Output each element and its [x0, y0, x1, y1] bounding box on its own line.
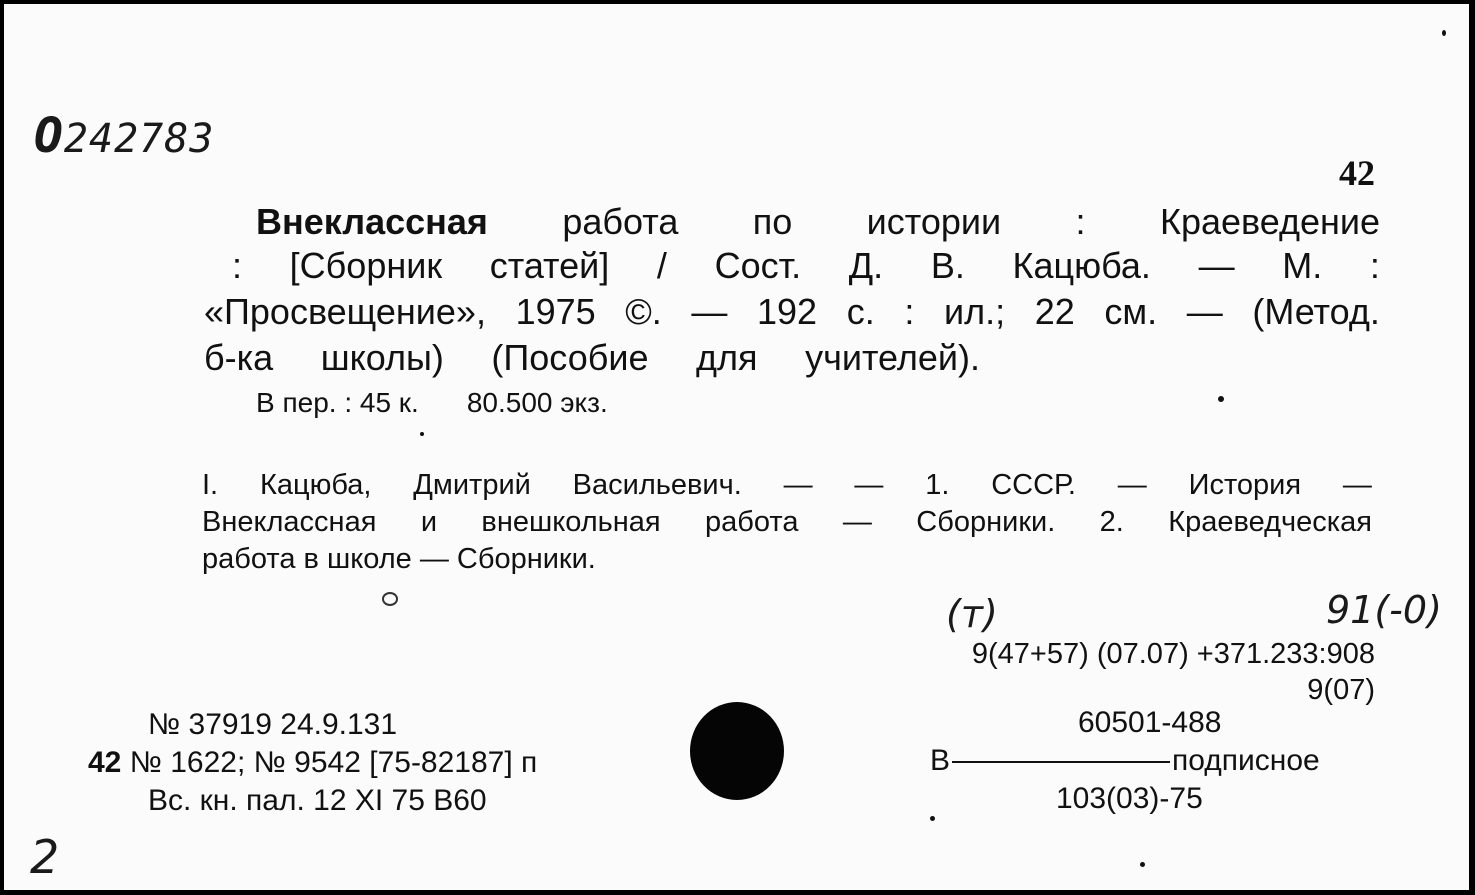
tracing-word: Внеклассная	[202, 506, 377, 538]
tracing-word: —	[842, 506, 872, 538]
description-word: —	[1186, 291, 1223, 332]
description-word: Внеклассная	[256, 201, 488, 242]
tracing-line-2	[202, 504, 1372, 541]
book-chamber-numbers: № 1622; № 9542 [75-82187] п	[129, 746, 538, 779]
description-line-3	[204, 290, 1380, 334]
tracing-line-3: работа в школе — Сборники.	[202, 543, 596, 575]
description-word: (Метод.	[1252, 291, 1380, 332]
tracing-word: История	[1188, 469, 1302, 501]
description-word: :	[1369, 245, 1380, 286]
description-line-1	[204, 200, 1380, 244]
description-word: работа	[562, 201, 679, 242]
description-word: «Просвещение»,	[204, 291, 486, 332]
tracing-word: —	[783, 469, 813, 501]
description-word: Д.	[848, 245, 884, 286]
description-word: :	[1075, 201, 1086, 242]
description-word: Сост.	[714, 245, 802, 286]
price-line	[256, 387, 608, 419]
tracing-word: 1.	[925, 469, 950, 501]
tracing-word: Дмитрий	[413, 469, 531, 501]
tracing-word: I.	[202, 469, 219, 501]
description-word: Краеведение	[1159, 201, 1380, 242]
description-word: Кацюба.	[1012, 245, 1151, 286]
handwritten-class-top: (т)	[946, 592, 998, 636]
speck	[930, 816, 935, 821]
tracing-word: —	[1342, 469, 1372, 501]
tracing-word: работа	[705, 506, 799, 538]
description-word: 1975	[515, 291, 596, 332]
description-line-4	[204, 336, 980, 380]
description-word: [Сборник	[289, 245, 443, 286]
description-word: —	[1198, 245, 1235, 286]
book-chamber-line-2	[88, 746, 537, 780]
description-word: 22	[1034, 291, 1075, 332]
book-chamber-line-3: Вс. кн. пал. 12 XI 75 В60	[148, 784, 487, 817]
tracing-word: Сборники.	[916, 506, 1056, 538]
description-word: В.	[930, 245, 965, 286]
description-word: :	[904, 291, 915, 332]
classification-sub: 9(07)	[1307, 674, 1375, 706]
speck	[1140, 862, 1145, 867]
tracing-word: СССР.	[991, 469, 1076, 501]
speck-ring	[382, 592, 398, 606]
tracing-word: —	[1117, 469, 1147, 501]
description-word: с.	[846, 291, 875, 332]
tracing-word: и	[420, 506, 438, 538]
price: В пер. : 45 к.	[256, 387, 419, 418]
tracing-word: 2.	[1099, 506, 1124, 538]
catalog-code-bottom: 103(03)-75	[1056, 782, 1203, 815]
description-word: см.	[1104, 291, 1158, 332]
book-chamber-prefix: 42	[88, 746, 122, 779]
tracing-line-1	[202, 467, 1372, 504]
description-word: б-ка	[204, 337, 274, 378]
tracing-word: внешкольная	[481, 506, 661, 538]
description-word: истории	[866, 201, 1002, 242]
description-line-2	[204, 244, 1380, 288]
accession-number	[34, 108, 214, 164]
tracings	[202, 467, 1372, 578]
description-word: /	[656, 245, 667, 286]
shelf-mark-top: 42	[1339, 153, 1375, 193]
catalog-card	[4, 4, 1469, 890]
tracing-word: Краеведческая	[1168, 506, 1372, 538]
description-word: ©.	[625, 291, 662, 332]
catalog-code-middle	[930, 744, 1370, 778]
description-word: М.	[1282, 245, 1323, 286]
description-word: статей]	[489, 245, 610, 286]
description-word: —	[691, 291, 728, 332]
speck	[420, 432, 424, 436]
speck	[1442, 30, 1446, 36]
handwritten-class-right: 91(-0)	[1326, 588, 1442, 632]
accession-prefix: О	[34, 108, 64, 164]
catalog-code-letter: В	[930, 744, 951, 777]
accession-digits: 242783	[63, 116, 215, 162]
description-word: школы)	[320, 337, 444, 378]
tracing-word: Кацюба,	[259, 469, 372, 501]
print-run: 80.500 экз.	[466, 387, 608, 418]
punch-hole	[690, 702, 784, 800]
description-word: для	[696, 337, 758, 378]
speck	[1218, 396, 1224, 402]
catalog-code-word: подписное	[1172, 744, 1320, 777]
tracing-word: Васильевич.	[572, 469, 742, 501]
description-word: (Пособие	[491, 337, 649, 378]
catalog-code-top: 60501-488	[1078, 706, 1222, 739]
catalog-code-rule	[952, 761, 1170, 763]
book-chamber-line-1: № 37919 24.9.131	[148, 708, 398, 741]
description-word: :	[232, 245, 243, 286]
description-word: ил.;	[943, 291, 1006, 332]
description-word: учителей).	[805, 337, 980, 378]
tracing-word: —	[854, 469, 884, 501]
description-word: по	[752, 201, 793, 242]
description-word: 192	[757, 291, 818, 332]
classification-main: 9(47+57) (07.07) +371.233:908	[971, 638, 1375, 670]
handwritten-corner: 2	[30, 830, 60, 884]
